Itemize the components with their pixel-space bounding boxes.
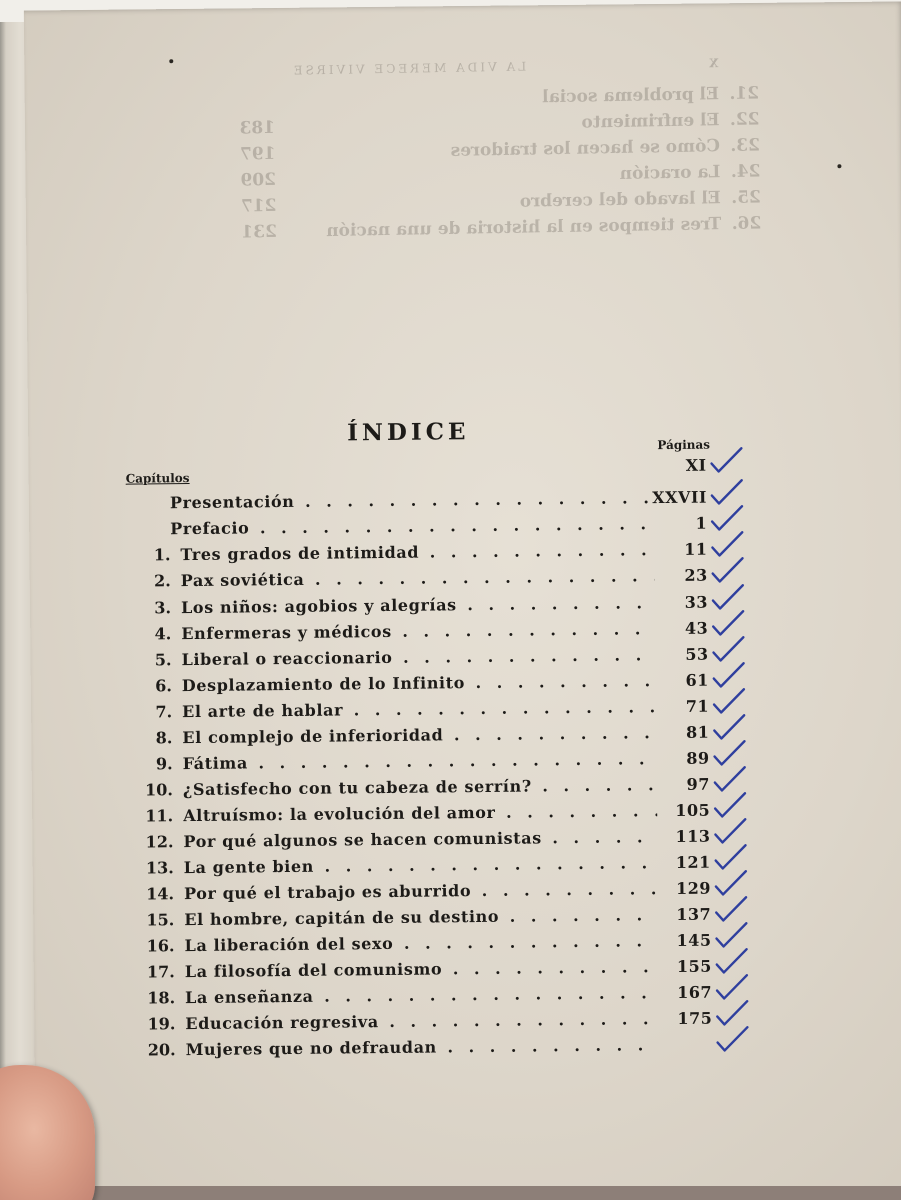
bleed-entry-number: 25. [731, 187, 762, 208]
chapter-number: 9. [155, 754, 173, 774]
chapter-number: 20. [147, 1040, 176, 1060]
page-number: 113 [675, 826, 711, 846]
chapter-title: La enseñanza . . . [185, 983, 659, 1007]
chapter-title: El hombre, capitán de su destino . . . [184, 905, 658, 929]
page-number: 167 [677, 982, 713, 1002]
toc-entry [0, 454, 899, 489]
index-title: ÍNDICE [347, 418, 470, 447]
chapter-title: La filosofía del comunismo . . . [185, 957, 659, 981]
chapter-number: 1. [153, 545, 171, 565]
page-number: 81 [685, 722, 710, 742]
chapter-number: 8. [155, 728, 173, 748]
chapter-number: 16. [146, 936, 175, 956]
page-number: 11 [684, 539, 708, 559]
ink-speck [837, 164, 841, 168]
chapter-title: Por qué el trabajo es aburrido . . . [184, 879, 658, 903]
chapter-title: La gente bien . . . [184, 853, 658, 877]
chapter-title: Enfermeras y médicos . . . [181, 619, 655, 643]
chapter-title: El complejo de inferioridad . . . [182, 723, 656, 747]
chapter-number: 3. [154, 598, 172, 618]
chapters-column-label: Capítulos [125, 471, 190, 486]
page-number: XXVII [652, 487, 707, 508]
chapter-title: Los niños: agobios y alegrías . . . [181, 593, 655, 617]
chapter-title: Por qué algunos se hacen comunistas . . . [183, 827, 657, 851]
chapter-number: 7. [155, 702, 173, 722]
page-number: 121 [675, 852, 711, 872]
chapter-title: Altruísmo: la evolución del amor . . . [183, 801, 657, 825]
chapter-title: Liberal o reaccionario . . . [181, 645, 655, 669]
chapter-title: El arte de hablar . . . [182, 697, 656, 721]
bleed-header: XLA VIDA MERECE VIVIRSE [290, 56, 719, 78]
page-number: 33 [684, 592, 709, 612]
chapter-number: 4. [154, 624, 172, 644]
chapter-number: 17. [146, 962, 175, 982]
chapter-number: 6. [155, 676, 172, 696]
bleed-entry-page: 217 [240, 195, 277, 217]
check-mark-icon [705, 445, 747, 475]
bleed-entry-page: 197 [239, 143, 276, 165]
check-mark-icon [711, 1024, 753, 1054]
page-number: 97 [686, 774, 710, 794]
chapter-number: 14. [146, 884, 175, 904]
chapter-number: 19. [147, 1014, 176, 1034]
page-number: 53 [685, 644, 709, 664]
chapter-title: Mujeres que no defraudan . . . [186, 1035, 660, 1059]
page-number: 1 [695, 513, 708, 533]
chapter-number: 12. [145, 832, 174, 852]
chapter-number: 5. [154, 650, 172, 670]
chapter-title: Presentación . . . [170, 488, 654, 512]
bleed-entry-title: El lavado del cerebro [519, 188, 722, 212]
bleed-entry-page: 231 [241, 221, 278, 243]
bleed-entry-number: 26. [731, 213, 762, 234]
bleed-entry-title: El problema social [542, 84, 720, 108]
background-strip [60, 1186, 901, 1200]
page-number: 23 [684, 565, 708, 585]
page-number: 89 [686, 748, 710, 768]
chapter-number: 18. [147, 988, 176, 1008]
bleed-entry-page: 183 [239, 117, 276, 139]
pages-column-label: Páginas [657, 437, 711, 453]
chapter-title: Desplazamiento de lo Infinito . . . [182, 671, 656, 695]
page-number: 137 [676, 904, 712, 924]
page-number: XI [685, 455, 707, 475]
chapter-number: 10. [144, 780, 174, 800]
chapter-number: 15. [146, 910, 175, 930]
page-number: 155 [676, 956, 712, 976]
bleed-entry-title: Cómo se hacen los traidores [450, 136, 721, 161]
page-number: 105 [675, 800, 711, 820]
page-number: 129 [675, 878, 712, 898]
ink-speck [169, 59, 173, 63]
bleed-entry-number: 23. [730, 135, 761, 156]
chapter-number: 13. [145, 858, 174, 878]
bleed-entry-page: 209 [240, 169, 277, 191]
page-number: 71 [685, 696, 710, 716]
page-number: 175 [677, 1008, 713, 1028]
chapter-title: La liberación del sexo . . . [184, 931, 658, 955]
page-number: 145 [676, 930, 712, 950]
bleed-entry-title: El enfrimiento [581, 110, 720, 133]
chapter-title: ¿Satisfecho con tu cabeza de serrín? . . . [183, 775, 657, 799]
bleed-entry-number: 22. [729, 109, 760, 130]
chapter-title: Educación regresiva . . . [185, 1009, 659, 1033]
chapter-title: Fátima . . . [183, 749, 657, 773]
bleed-entry-number: 24. [730, 161, 761, 182]
chapter-title: Prefacio . . . [170, 514, 654, 538]
page-number: 61 [685, 670, 709, 690]
bleed-entry-title: La oración [619, 162, 721, 184]
chapter-title: Pax soviética . . . [181, 566, 655, 590]
page-number: 43 [684, 618, 709, 638]
chapter-title: Tres grados de intimidad . . . [180, 540, 654, 564]
check-mark-icon [707, 555, 749, 585]
chapter-number: 11. [145, 806, 174, 826]
bleed-entry-number: 21. [729, 83, 760, 104]
chapter-number: 2. [153, 571, 171, 591]
bleed-entry-title: Tres tiempos en la historia de una nación [326, 214, 722, 242]
